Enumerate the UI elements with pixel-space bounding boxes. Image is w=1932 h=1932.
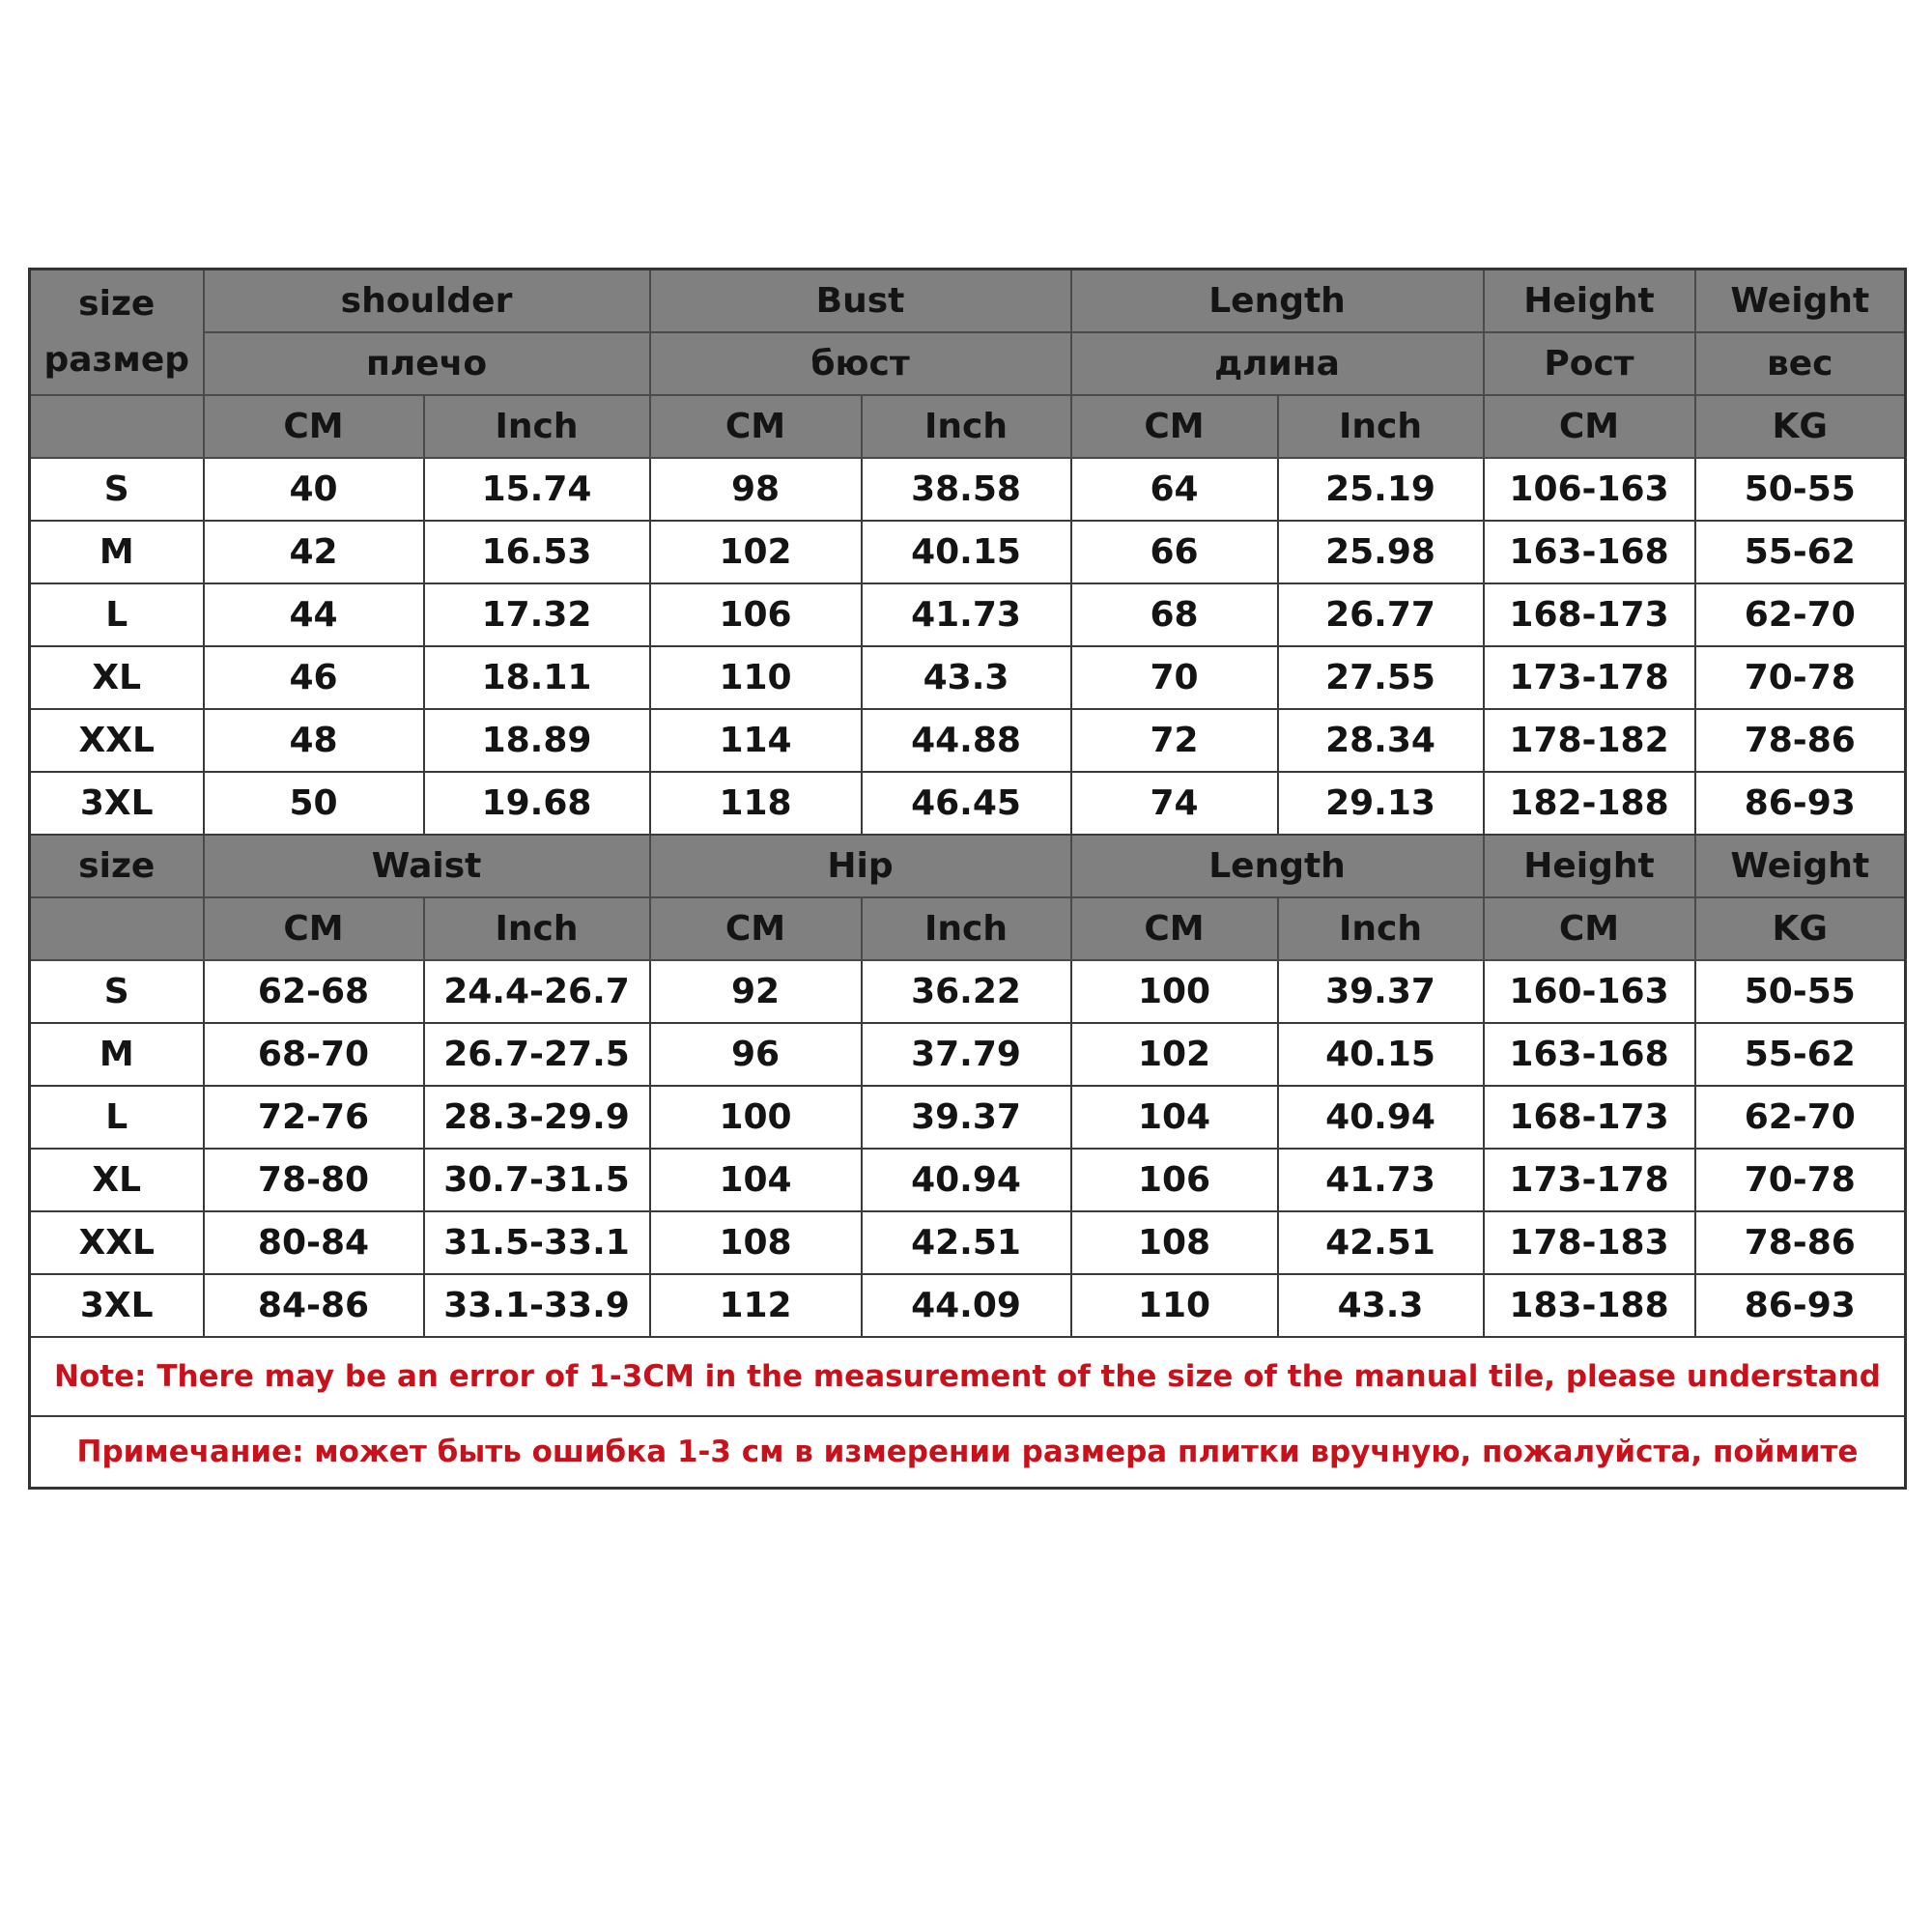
value-cell: 70-78	[1695, 1149, 1906, 1211]
note-row-ru	[30, 1416, 1906, 1489]
value-cell: 40.15	[1278, 1023, 1484, 1086]
table-row	[30, 960, 1906, 1023]
units-blank-cell	[30, 897, 204, 960]
value-cell: 44.09	[862, 1274, 1071, 1337]
value-cell: 15.74	[424, 458, 650, 521]
table-row	[30, 1086, 1906, 1149]
value-cell: 102	[650, 521, 862, 583]
hip-header: Hip	[650, 835, 1071, 897]
value-cell: 31.5-33.1	[424, 1211, 650, 1274]
note-russian: Примечание: может быть ошибка 1-3 см в измерении размера плитки вручную, пожалуйста, поймите	[30, 1416, 1906, 1489]
height-header-ru: Рост	[1484, 332, 1695, 395]
value-cell: 70	[1071, 646, 1278, 709]
height-header-2: Height	[1484, 835, 1695, 897]
value-cell: 74	[1071, 772, 1278, 835]
size-chart-table	[28, 268, 1907, 1490]
value-cell: 26.77	[1278, 583, 1484, 646]
unit-header: KG	[1695, 395, 1906, 458]
unit-header: Inch	[424, 897, 650, 960]
unit-header: CM	[1484, 395, 1695, 458]
value-cell: 183-188	[1484, 1274, 1695, 1337]
unit-header: Inch	[862, 395, 1071, 458]
value-cell: 72	[1071, 709, 1278, 772]
value-cell: 110	[1071, 1274, 1278, 1337]
value-cell: 42.51	[862, 1211, 1071, 1274]
value-cell: 26.7-27.5	[424, 1023, 650, 1086]
value-cell: 33.1-33.9	[424, 1274, 650, 1337]
value-cell: 100	[1071, 960, 1278, 1023]
value-cell: 38.58	[862, 458, 1071, 521]
table-row	[30, 1023, 1906, 1086]
value-cell: 104	[1071, 1086, 1278, 1149]
value-cell: 25.98	[1278, 521, 1484, 583]
size-header-2: size	[30, 835, 204, 897]
value-cell: 55-62	[1695, 1023, 1906, 1086]
size-label-cell: M	[30, 1023, 204, 1086]
value-cell: 55-62	[1695, 521, 1906, 583]
value-cell: 43.3	[1278, 1274, 1484, 1337]
size-label-cell: XXL	[30, 709, 204, 772]
value-cell: 62-68	[204, 960, 424, 1023]
unit-header: CM	[204, 395, 424, 458]
unit-header: Inch	[1278, 897, 1484, 960]
value-cell: 78-80	[204, 1149, 424, 1211]
value-cell: 46.45	[862, 772, 1071, 835]
size-header-en: size	[78, 284, 156, 324]
value-cell: 178-182	[1484, 709, 1695, 772]
size-label-cell: M	[30, 521, 204, 583]
value-cell: 178-183	[1484, 1211, 1695, 1274]
value-cell: 50	[204, 772, 424, 835]
section1-header-row-2	[30, 332, 1906, 395]
value-cell: 30.7-31.5	[424, 1149, 650, 1211]
value-cell: 36.22	[862, 960, 1071, 1023]
unit-header: Inch	[862, 897, 1071, 960]
length-header-ru: длина	[1071, 332, 1484, 395]
section1-header-row-1	[30, 270, 1906, 333]
value-cell: 108	[1071, 1211, 1278, 1274]
table-row	[30, 709, 1906, 772]
value-cell: 64	[1071, 458, 1278, 521]
table-row	[30, 521, 1906, 583]
value-cell: 173-178	[1484, 646, 1695, 709]
value-cell: 100	[650, 1086, 862, 1149]
value-cell: 78-86	[1695, 709, 1906, 772]
waist-header: Waist	[204, 835, 650, 897]
table-row	[30, 458, 1906, 521]
unit-header: CM	[650, 395, 862, 458]
table-row	[30, 583, 1906, 646]
value-cell: 18.89	[424, 709, 650, 772]
size-label-cell: S	[30, 458, 204, 521]
value-cell: 86-93	[1695, 772, 1906, 835]
shoulder-header: shoulder	[204, 270, 650, 333]
value-cell: 182-188	[1484, 772, 1695, 835]
value-cell: 106-163	[1484, 458, 1695, 521]
value-cell: 80-84	[204, 1211, 424, 1274]
value-cell: 86-93	[1695, 1274, 1906, 1337]
unit-header: CM	[1071, 897, 1278, 960]
size-label-cell: XXL	[30, 1211, 204, 1274]
value-cell: 108	[650, 1211, 862, 1274]
value-cell: 50-55	[1695, 960, 1906, 1023]
value-cell: 70-78	[1695, 646, 1906, 709]
value-cell: 50-55	[1695, 458, 1906, 521]
value-cell: 160-163	[1484, 960, 1695, 1023]
value-cell: 104	[650, 1149, 862, 1211]
value-cell: 163-168	[1484, 521, 1695, 583]
unit-header: CM	[1071, 395, 1278, 458]
value-cell: 40	[204, 458, 424, 521]
table-row	[30, 646, 1906, 709]
value-cell: 68-70	[204, 1023, 424, 1086]
value-cell: 98	[650, 458, 862, 521]
value-cell: 40.94	[862, 1149, 1071, 1211]
value-cell: 114	[650, 709, 862, 772]
table-row	[30, 1211, 1906, 1274]
value-cell: 28.3-29.9	[424, 1086, 650, 1149]
value-cell: 84-86	[204, 1274, 424, 1337]
value-cell: 28.34	[1278, 709, 1484, 772]
unit-header: KG	[1695, 897, 1906, 960]
bust-header-ru: бюст	[650, 332, 1071, 395]
value-cell: 17.32	[424, 583, 650, 646]
value-cell: 168-173	[1484, 583, 1695, 646]
value-cell: 72-76	[204, 1086, 424, 1149]
value-cell: 62-70	[1695, 1086, 1906, 1149]
weight-header: Weight	[1695, 270, 1906, 333]
size-label-cell: L	[30, 1086, 204, 1149]
value-cell: 37.79	[862, 1023, 1071, 1086]
unit-header: Inch	[1278, 395, 1484, 458]
length-header-2: Length	[1071, 835, 1484, 897]
size-label-cell: 3XL	[30, 772, 204, 835]
value-cell: 173-178	[1484, 1149, 1695, 1211]
size-label-cell: L	[30, 583, 204, 646]
value-cell: 40.15	[862, 521, 1071, 583]
value-cell: 96	[650, 1023, 862, 1086]
unit-header: CM	[650, 897, 862, 960]
value-cell: 39.37	[862, 1086, 1071, 1149]
section2-units-row	[30, 897, 1906, 960]
weight-header-ru: вес	[1695, 332, 1906, 395]
value-cell: 118	[650, 772, 862, 835]
value-cell: 66	[1071, 521, 1278, 583]
bust-header: Bust	[650, 270, 1071, 333]
value-cell: 16.53	[424, 521, 650, 583]
value-cell: 43.3	[862, 646, 1071, 709]
value-cell: 78-86	[1695, 1211, 1906, 1274]
value-cell: 112	[650, 1274, 862, 1337]
value-cell: 44.88	[862, 709, 1071, 772]
unit-header: CM	[1484, 897, 1695, 960]
size-label-cell: 3XL	[30, 1274, 204, 1337]
table-row	[30, 1149, 1906, 1211]
weight-header-2: Weight	[1695, 835, 1906, 897]
value-cell: 42	[204, 521, 424, 583]
value-cell: 19.68	[424, 772, 650, 835]
value-cell: 92	[650, 960, 862, 1023]
value-cell: 110	[650, 646, 862, 709]
note-row-en	[30, 1337, 1906, 1416]
value-cell: 39.37	[1278, 960, 1484, 1023]
value-cell: 68	[1071, 583, 1278, 646]
value-cell: 27.55	[1278, 646, 1484, 709]
value-cell: 24.4-26.7	[424, 960, 650, 1023]
value-cell: 168-173	[1484, 1086, 1695, 1149]
section1-units-row	[30, 395, 1906, 458]
value-cell: 42.51	[1278, 1211, 1484, 1274]
unit-header: CM	[204, 897, 424, 960]
length-header: Length	[1071, 270, 1484, 333]
value-cell: 62-70	[1695, 583, 1906, 646]
value-cell: 40.94	[1278, 1086, 1484, 1149]
value-cell: 18.11	[424, 646, 650, 709]
value-cell: 163-168	[1484, 1023, 1695, 1086]
value-cell: 41.73	[862, 583, 1071, 646]
size-label-cell: XL	[30, 1149, 204, 1211]
size-header-ru: размер	[43, 340, 190, 380]
value-cell: 102	[1071, 1023, 1278, 1086]
value-cell: 106	[1071, 1149, 1278, 1211]
shoulder-header-ru: плечо	[204, 332, 650, 395]
section2-header-row	[30, 835, 1906, 897]
units-blank-cell	[30, 395, 204, 458]
size-label-cell: S	[30, 960, 204, 1023]
value-cell: 46	[204, 646, 424, 709]
value-cell: 106	[650, 583, 862, 646]
note-english: Note: There may be an error of 1-3CM in the measurement of the size of the manual tile, please understand	[30, 1337, 1906, 1416]
height-header: Height	[1484, 270, 1695, 333]
table-row	[30, 772, 1906, 835]
unit-header: Inch	[424, 395, 650, 458]
size-header-cell	[30, 270, 204, 396]
value-cell: 48	[204, 709, 424, 772]
table-row	[30, 1274, 1906, 1337]
value-cell: 29.13	[1278, 772, 1484, 835]
size-label-cell: XL	[30, 646, 204, 709]
value-cell: 25.19	[1278, 458, 1484, 521]
value-cell: 41.73	[1278, 1149, 1484, 1211]
value-cell: 44	[204, 583, 424, 646]
